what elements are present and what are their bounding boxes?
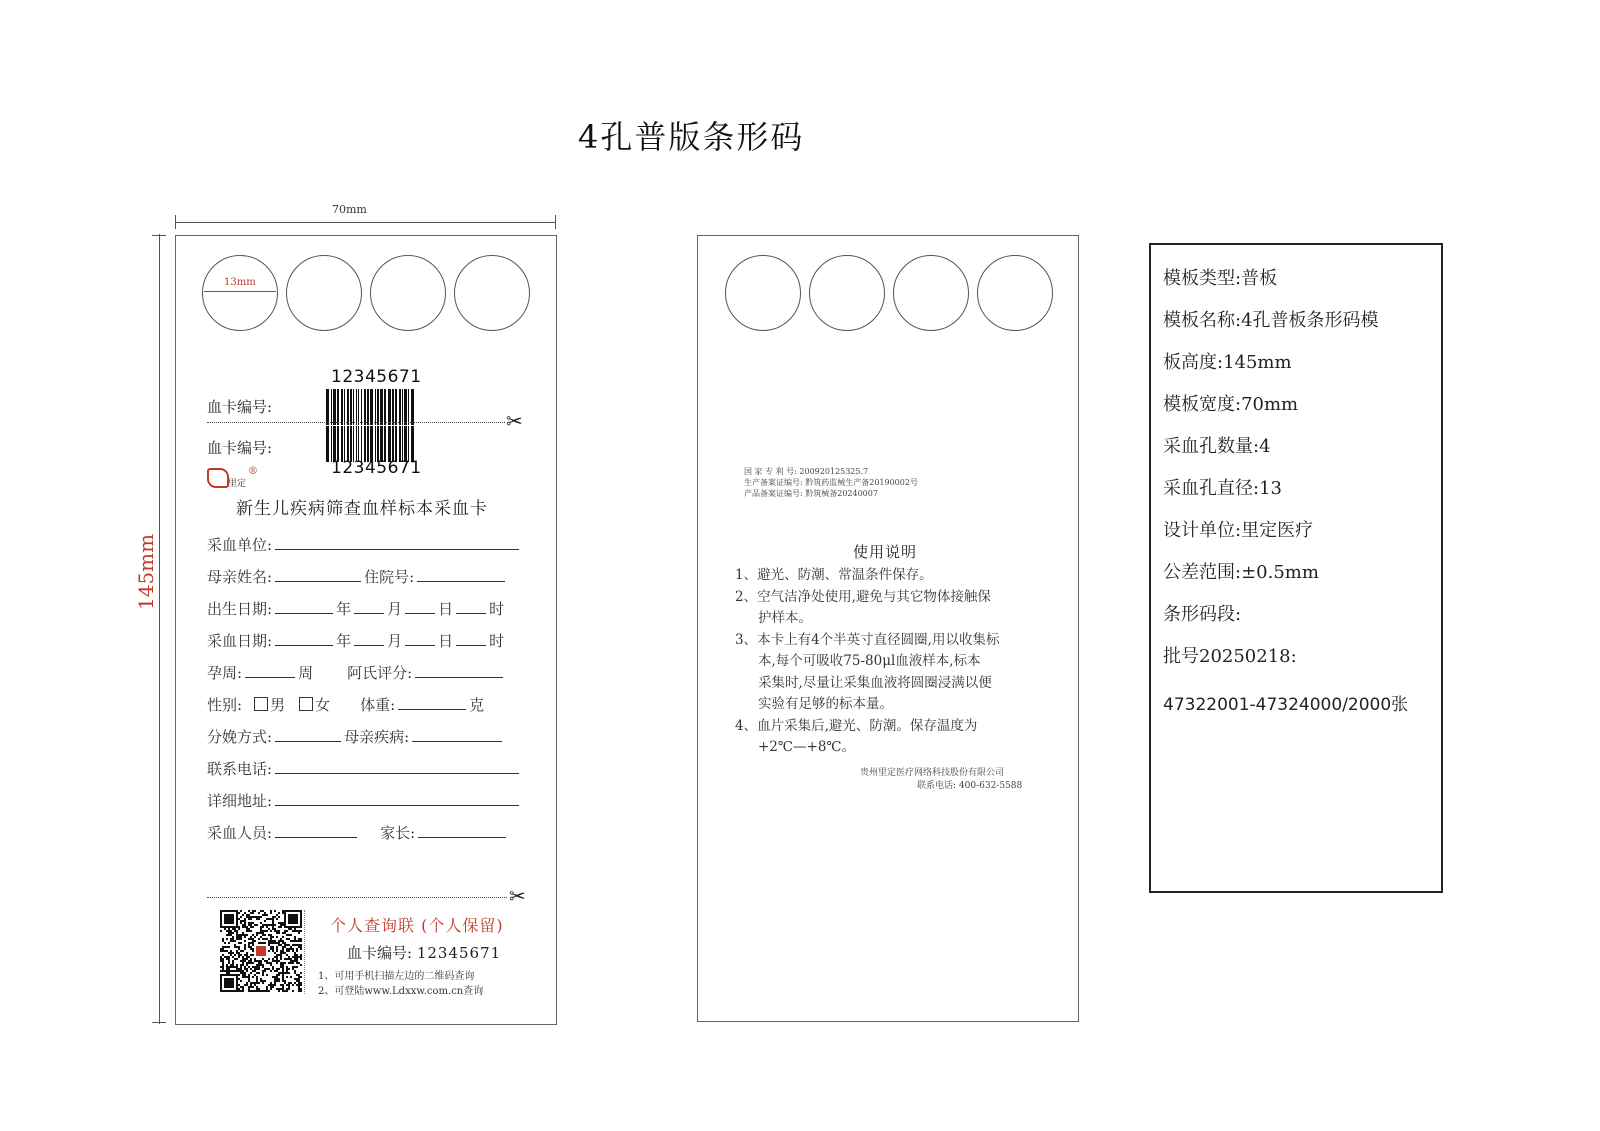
blood-hole-2	[286, 255, 362, 331]
form-row-gestation	[207, 662, 506, 683]
barcode-number-top: 12345671	[331, 367, 422, 387]
height-dimension-line	[159, 234, 160, 1024]
spec-line-hole-diameter: 采血孔直径:13	[1163, 478, 1282, 499]
instruction-line: 2、空气洁净处使用,避免与其它物体接触保	[735, 589, 991, 605]
field-line	[354, 632, 384, 646]
width-dimension-label: 70mm	[332, 203, 367, 216]
height-dimension-label: 145mm	[134, 533, 158, 610]
company-name: 贵州里定医疗网络科技股份有限公司	[860, 768, 1005, 778]
field-line	[354, 600, 384, 614]
barcode-label-top: 血卡编号:	[207, 398, 273, 416]
tear-line-top	[207, 422, 505, 423]
instruction-line: 4、血片采集后,避光、防潮。保存温度为	[735, 718, 978, 734]
spec-line-serial-range: 47322001-47324000/2000张	[1163, 695, 1409, 715]
hole-diameter-marker	[204, 291, 276, 292]
field-line	[415, 664, 503, 678]
registration-line-3: 产品备案证编号: 黔筑械备20240007	[744, 489, 878, 498]
barcode-top	[326, 389, 418, 425]
field-label-sex: 性别:	[207, 696, 243, 714]
dimension-tick	[152, 1022, 166, 1023]
card-title: 新生儿疾病筛查血样标本采血卡	[236, 499, 488, 519]
logo-text: 里定	[228, 479, 247, 489]
field-line	[275, 792, 519, 806]
form-row-address	[207, 790, 522, 811]
scissors-icon: ✂	[509, 884, 526, 908]
spec-line-designer: 设计单位:里定医疗	[1163, 520, 1314, 541]
blood-hole-2	[809, 255, 885, 331]
stub-note-2: 2、可登陆www.Ldxxw.com.cn查询	[318, 986, 484, 997]
field-label-collector: 采血人员:	[207, 824, 273, 842]
instruction-line: 护样本。	[758, 610, 812, 626]
option-male: 男	[270, 696, 286, 714]
form-row-collector	[207, 822, 509, 843]
spec-line-height: 板高度:145mm	[1163, 352, 1292, 373]
field-label-parent: 家长:	[380, 824, 416, 842]
form-row-delivery	[207, 726, 505, 747]
barcode-label-bottom: 血卡编号:	[207, 439, 273, 457]
form-row-collect-date	[207, 630, 504, 651]
field-label-birth-date: 出生日期:	[207, 600, 273, 618]
field-unit-day: 日	[438, 632, 454, 650]
instruction-line: +2℃—+8℃。	[758, 739, 856, 755]
blood-hole-1	[202, 255, 278, 331]
field-line	[275, 824, 357, 838]
field-line	[275, 536, 519, 550]
field-label-mother-name: 母亲姓名:	[207, 568, 273, 586]
field-label-address: 详细地址:	[207, 792, 273, 810]
blood-hole-1	[725, 255, 801, 331]
stub-card-number-label: 血卡编号:	[347, 944, 413, 962]
registration-line-1: 国 家 专 利 号: 200920125325.7	[744, 467, 869, 476]
field-line	[405, 600, 435, 614]
stub-divider	[304, 910, 305, 994]
field-line	[275, 632, 333, 646]
field-label-hospital-no: 住院号:	[364, 568, 415, 586]
blood-hole-4	[454, 255, 530, 331]
instruction-line: 1、避光、防潮、常温条件保存。	[735, 567, 933, 583]
spec-line-name: 模板名称:4孔普板条形码模	[1163, 310, 1379, 331]
field-unit-week: 周	[298, 664, 314, 682]
field-line	[245, 664, 295, 678]
field-unit-month: 月	[387, 632, 403, 650]
field-unit-day: 日	[438, 600, 454, 618]
instruction-line: 实验有足够的标本量。	[758, 696, 893, 712]
scissors-icon: ✂	[506, 409, 523, 433]
blood-hole-4	[977, 255, 1053, 331]
field-unit-hour: 时	[489, 632, 505, 650]
barcode-number-bottom: 12345671	[331, 458, 422, 478]
stub-note-1: 1、可用手机扫描左边的二维码查询	[318, 971, 475, 982]
field-unit-year: 年	[336, 632, 352, 650]
instruction-line: 采集时,尽量让采集血液将圆圈浸满以便	[758, 675, 992, 691]
instructions-title: 使用说明	[853, 543, 918, 561]
field-line	[456, 632, 486, 646]
logo-registered-mark: ®	[248, 466, 258, 477]
spec-line-width: 模板宽度:70mm	[1163, 394, 1299, 415]
instruction-line: 3、本卡上有4个半英寸直径圆圈,用以收集标	[735, 632, 1000, 648]
form-row-birth-date	[207, 598, 504, 619]
field-label-mother-disease: 母亲疾病:	[344, 728, 410, 746]
field-label-collect-date: 采血日期:	[207, 632, 273, 650]
qr-code	[220, 910, 302, 992]
field-unit-year: 年	[336, 600, 352, 618]
field-line	[398, 696, 466, 710]
option-female: 女	[315, 696, 331, 714]
dimension-tick	[152, 235, 166, 236]
barcode-bottom	[326, 426, 418, 462]
field-line	[405, 632, 435, 646]
spec-line-barcode-range: 条形码段:	[1163, 604, 1242, 625]
card-back	[697, 235, 1079, 1022]
field-line	[275, 728, 341, 742]
field-line	[275, 760, 519, 774]
width-dimension-line	[176, 222, 556, 223]
spec-line-tolerance: 公差范围:±0.5mm	[1163, 562, 1319, 583]
spec-line-type: 模板类型:普板	[1163, 268, 1278, 289]
logo-icon	[207, 468, 229, 488]
field-line	[412, 728, 502, 742]
field-line	[456, 600, 486, 614]
dimension-tick	[175, 215, 176, 229]
field-label-delivery: 分娩方式:	[207, 728, 273, 746]
hole-diameter-label: 13mm	[224, 277, 256, 288]
blood-hole-3	[893, 255, 969, 331]
dimension-tick	[555, 215, 556, 229]
field-line	[275, 568, 361, 582]
blood-hole-3	[370, 255, 446, 331]
field-unit-month: 月	[387, 600, 403, 618]
form-row-mother	[207, 566, 508, 587]
checkbox-male[interactable]	[254, 697, 268, 711]
field-label-apgar: 阿氏评分:	[347, 664, 413, 682]
field-label-weight: 体重:	[360, 696, 396, 714]
checkbox-female[interactable]	[299, 697, 313, 711]
field-line	[418, 824, 506, 838]
form-row-sex	[207, 694, 484, 715]
field-label-phone: 联系电话:	[207, 760, 273, 778]
field-unit-gram: 克	[469, 696, 485, 714]
company-phone: 联系电话: 400-632-5588	[917, 781, 1023, 791]
stub-card-number	[347, 942, 501, 963]
field-line	[417, 568, 505, 582]
instruction-line: 本,每个可吸收75-80μl血液样本,标本	[758, 653, 981, 669]
field-label-gestation: 孕周:	[207, 664, 243, 682]
spec-line-batch: 批号20250218:	[1163, 646, 1297, 667]
spec-line-hole-count: 采血孔数量:4	[1163, 436, 1271, 457]
form-row-unit	[207, 534, 522, 555]
field-unit-hour: 时	[489, 600, 505, 618]
stub-heading: 个人查询联 (个人保留)	[330, 916, 504, 935]
page-title: 4孔普版条形码	[578, 118, 805, 156]
stub-card-number-value: 12345671	[416, 944, 502, 962]
field-label-unit: 采血单位:	[207, 536, 273, 554]
registration-line-2: 生产备案证编号: 黔筑药监械生产备20190002号	[744, 478, 918, 487]
field-line	[275, 600, 333, 614]
tear-line-bottom	[207, 897, 507, 898]
form-row-phone	[207, 758, 522, 779]
